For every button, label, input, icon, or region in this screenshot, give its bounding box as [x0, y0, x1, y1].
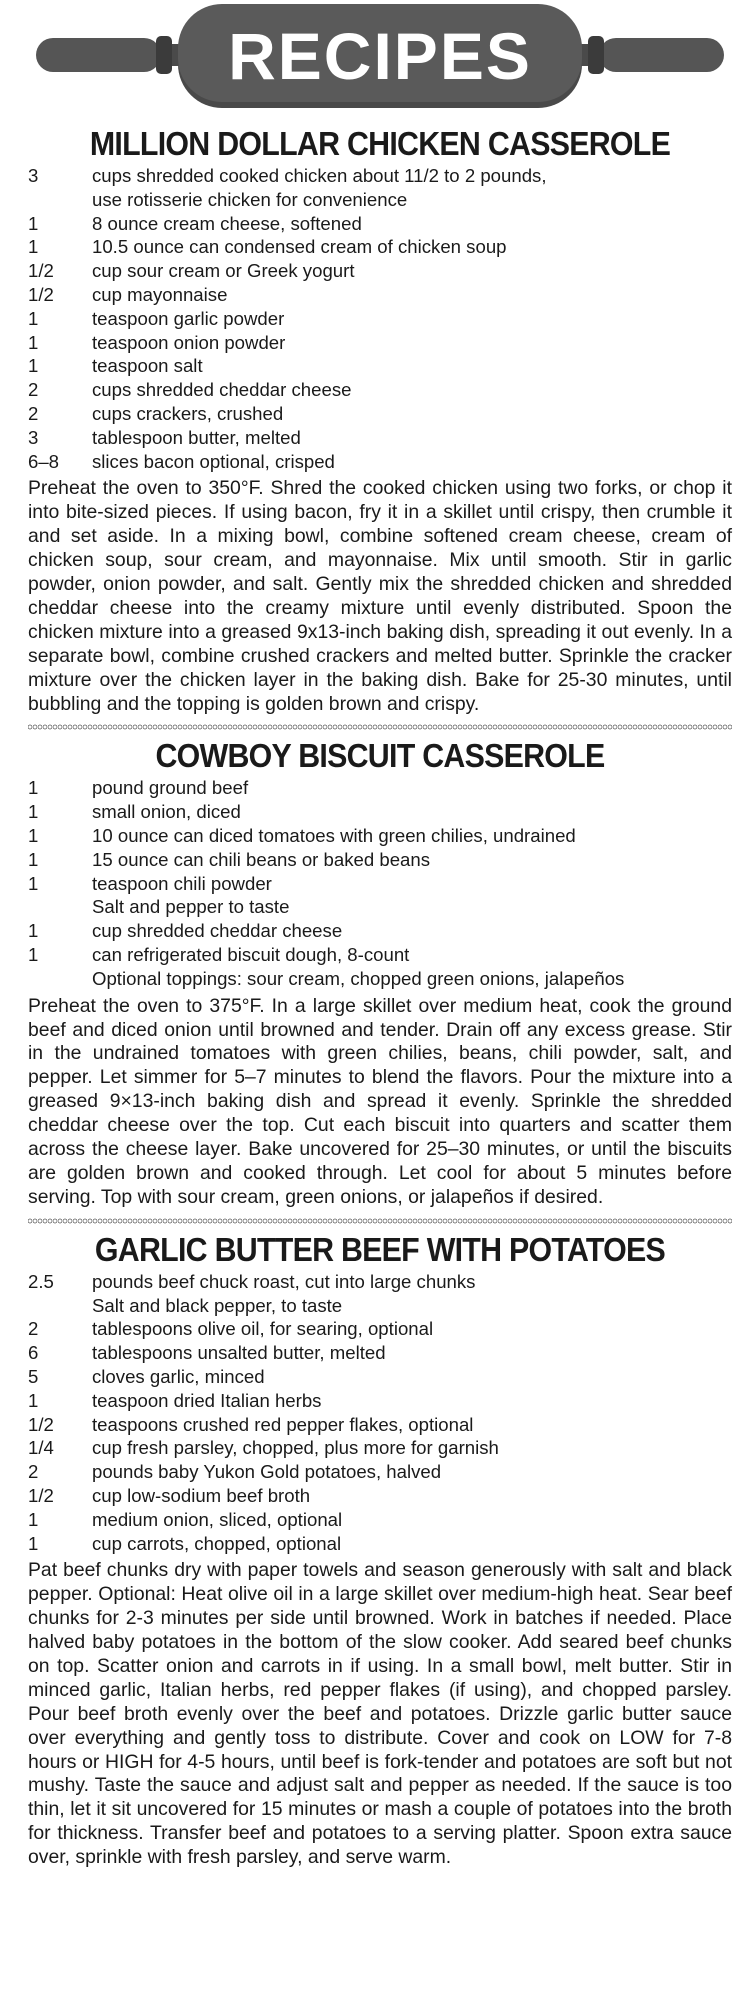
recipe-title: COWBOY BISCUIT CASSEROLE — [155, 737, 605, 775]
ingredient-qty: 1 — [28, 777, 39, 799]
recipe-instructions: Preheat the oven to 350°F. Shred the cooked chicken using two forks, or chop it into bite-sized pieces. If using bacon, fry it in a skillet until crispy, then crumble it and set aside. In a mixing bowl, combine softened cream cheese, cream of chicken soup, sour cream, and mayonnaise. Mix until smooth. Stir in garlic powder, onion powder, and salt. Gently mix the shredded chicken and shredded cheddar cheese into the creamy mixture until evenly distributed. Spoon the chicken mixture into a greased 9x13-inch baking dish, spreading it out evenly. In a separate bowl, combine crushed crackers and melted butter. Sprinkle the cracker mixture over the chicken layer in the baking dish. Bake for 25-30 minutes, until bubbling and the topping is golden brown and crispy. — [28, 477, 732, 715]
ingredient-text: cups crackers, crushed — [92, 402, 284, 424]
ingredient-row — [28, 1460, 732, 1484]
ingredient-row — [28, 872, 732, 896]
ingredient-text: pounds beef chuck roast, cut into large chunks — [92, 1270, 476, 1292]
ingredient-row — [28, 1270, 732, 1294]
ingredient-list — [28, 776, 732, 990]
ingredient-qty: 2 — [28, 402, 39, 424]
ingredient-row — [28, 235, 732, 259]
ingredient-text: cup low-sodium beef broth — [92, 1484, 311, 1506]
rolling-pin-left-cap — [156, 36, 172, 74]
ingredient-row — [28, 1341, 732, 1365]
recipe-title: GARLIC BUTTER BEEF WITH POTATOES — [94, 1230, 666, 1268]
rolling-pin-right-cap — [588, 36, 604, 74]
ingredient-text: teaspoon chili powder — [92, 872, 272, 894]
ingredient-qty: 1 — [28, 848, 39, 870]
recipe-title: MILLION DOLLAR CHICKEN CASSEROLE — [89, 125, 671, 162]
ingredient-row — [28, 307, 732, 331]
ingredient-qty: 1/2 — [28, 283, 54, 305]
recipes-banner — [28, 0, 732, 124]
ingredient-qty: 1 — [28, 212, 39, 234]
ingredient-text: cup mayonnaise — [92, 283, 228, 305]
ingredient-row — [28, 1508, 732, 1532]
ingredient-row — [28, 1413, 732, 1437]
ingredient-qty: 1/4 — [28, 1437, 54, 1459]
ingredient-text: 8 ounce cream cheese, softened — [92, 212, 362, 234]
ingredient-qty: 2 — [28, 379, 39, 401]
ingredient-text: can refrigerated biscuit dough, 8-count — [92, 944, 410, 965]
banner-title: RECIPES — [228, 19, 532, 93]
ingredient-qty: 1/2 — [28, 1484, 54, 1506]
ingredient-row — [28, 800, 732, 824]
ingredient-qty: 6–8 — [28, 450, 60, 472]
ingredient-text: cup carrots, chopped, optional — [92, 1532, 342, 1554]
ingredient-row — [28, 1484, 732, 1508]
ingredient-text: 10.5 ounce can condensed cream of chicken soup — [92, 236, 507, 258]
ingredient-qty: 1 — [28, 307, 39, 329]
ingredient-row — [28, 943, 732, 967]
ingredient-text: 10 ounce can diced tomatoes with green chilies, undrained — [92, 825, 576, 847]
ingredient-list — [28, 164, 732, 473]
ingredient-list — [28, 1270, 732, 1556]
ingredient-row — [28, 450, 732, 474]
ingredient-qty — [28, 895, 92, 919]
ingredient-qty: 1 — [28, 944, 39, 965]
ingredient-text: pounds baby Yukon Gold potatoes, halved — [92, 1461, 442, 1483]
ingredient-row — [28, 188, 732, 212]
ingredient-row — [28, 776, 732, 800]
ingredient-row — [28, 1294, 732, 1318]
ingredient-row — [28, 426, 732, 450]
ingredient-qty: 1 — [28, 1508, 39, 1530]
ingredient-qty — [28, 1294, 92, 1318]
ingredient-qty: 1 — [28, 355, 39, 377]
ingredient-text: small onion, diced — [92, 801, 241, 823]
ingredient-row — [28, 824, 732, 848]
recipe-1 — [28, 124, 732, 716]
ingredient-text: teaspoon onion powder — [92, 331, 286, 353]
ingredient-text: 15 ounce can chili beans or baked beans — [92, 848, 431, 870]
ingredient-row — [28, 402, 732, 426]
ingredient-qty: 1 — [28, 1389, 39, 1411]
ingredient-text: teaspoon salt — [92, 355, 203, 377]
ingredient-qty: 2 — [28, 1318, 39, 1340]
ingredient-qty: 1 — [28, 801, 39, 823]
ingredient-qty: 1 — [28, 331, 39, 353]
ingredient-text: cup shredded cheddar cheese — [92, 920, 343, 942]
ingredient-qty: 1/2 — [28, 260, 54, 282]
ingredient-qty: 5 — [28, 1365, 39, 1387]
ingredient-row — [28, 1389, 732, 1413]
rolling-pin-right-handle-icon — [599, 38, 724, 72]
ingredient-qty: 1 — [28, 1532, 39, 1554]
ingredient-qty: 2 — [28, 1461, 39, 1483]
ingredient-text: cups shredded cooked chicken about 11/2 to 2 pounds, — [92, 165, 547, 186]
ingredient-qty: 1 — [28, 825, 39, 847]
ingredient-text: teaspoons crushed red pepper flakes, optional — [92, 1413, 474, 1435]
ingredient-text: teaspoon garlic powder — [92, 307, 285, 329]
ingredient-qty: 3 — [28, 426, 39, 448]
ingredient-text: Salt and pepper to taste — [92, 896, 290, 918]
ingredient-text: tablespoon butter, melted — [92, 426, 301, 448]
ingredient-text: medium onion, sliced, optional — [92, 1508, 343, 1530]
ingredient-qty — [28, 967, 92, 991]
ingredient-qty: 1/2 — [28, 1413, 54, 1435]
ingredient-row — [28, 259, 732, 283]
ingredient-row — [28, 1532, 732, 1556]
ingredient-qty: 1 — [28, 920, 39, 942]
section-divider — [28, 1216, 732, 1226]
ingredient-row — [28, 967, 732, 991]
ingredient-qty: 2.5 — [28, 1270, 54, 1292]
ingredient-row — [28, 895, 732, 919]
ingredient-text: pound ground beef — [92, 777, 249, 799]
section-divider — [28, 722, 732, 732]
ingredient-qty: 6 — [28, 1342, 39, 1364]
ingredient-qty: 1 — [28, 236, 39, 258]
ingredient-qty: 1 — [28, 872, 39, 894]
ingredient-row — [28, 212, 732, 236]
ingredient-row — [28, 919, 732, 943]
ingredient-row — [28, 378, 732, 402]
ingredient-text: cup fresh parsley, chopped, plus more for garnish — [92, 1437, 499, 1459]
ingredient-row — [28, 1317, 732, 1341]
ingredient-text: use rotisserie chicken for convenience — [92, 188, 408, 210]
ingredient-text: tablespoons olive oil, for searing, optional — [92, 1318, 434, 1340]
ingredient-row — [28, 848, 732, 872]
recipe-3 — [28, 1230, 732, 1870]
ingredient-text: Optional toppings: sour cream, chopped green onions, jalapeños — [92, 967, 625, 989]
recipe-instructions: Preheat the oven to 375°F. In a large skillet over medium heat, cook the ground beef and diced onion until browned and tender. Drain off any excess grease. Stir in the undrained tomatoes with green chilies, beans, chili powder, salt, and pepper. Let simmer for 5–7 minutes to blend the flavors. Pour the mixture into a greased 9×13-inch baking dish and spread it evenly. Sprinkle the shredded cheddar cheese over the top. Cut each biscuit into quarters and scatter them across the cheese layer. Bake uncovered for 25–30 minutes, or until the biscuits are golden brown and cooked through. Let cool for about 5 minutes before serving. Top with sour cream, green onions, or jalapeños if desired. — [28, 994, 732, 1208]
ingredient-text: tablespoons unsalted butter, melted — [92, 1342, 386, 1364]
ingredient-text: teaspoon dried Italian herbs — [92, 1389, 322, 1411]
rolling-pin-left-handle-icon — [36, 38, 161, 72]
recipe-instructions: Pat beef chunks dry with paper towels and season generously with salt and black pepper. Optional: Heat olive oil in a large skillet over medium-high heat. Sear beef chunks for 2-3 minutes per side until browned. Work in batches if needed. Place halved baby potatoes in the bottom of the slow cooker. Add seared beef chunks on top. Scatter onion and carrots in if using. In a small bowl, melt butter. Stir in minced garlic, Italian herbs, red pepper flakes (if using), and chopped parsley. Pour beef broth evenly over the beef and potatoes. Drizzle garlic butter sauce over everything and gently toss to distribute. Cover and cook on LOW for 7-8 hours or HIGH for 4-5 hours, until beef is fork-tender and potatoes are soft but not mushy. Taste the sauce and adjust salt and pepper as needed. If the sauce is too thin, let it sit uncovered for 15 minutes or mash a couple of potatoes into the broth for thickness. Transfer beef and potatoes to a serving platter. Spoon extra sauce over, sprinkle with fresh parsley, and serve warm. — [28, 1559, 732, 1869]
ingredient-row — [28, 331, 732, 355]
ingredient-row — [28, 1365, 732, 1389]
ingredient-text: cup sour cream or Greek yogurt — [92, 260, 355, 282]
ingredient-text: cloves garlic, minced — [92, 1365, 265, 1387]
ingredient-row — [28, 283, 732, 307]
ingredient-text: cups shredded cheddar cheese — [92, 379, 352, 401]
ingredient-qty: 3 — [28, 165, 39, 186]
ingredient-text: Salt and black pepper, to taste — [92, 1294, 343, 1316]
ingredient-row — [28, 164, 732, 188]
ingredient-qty — [28, 188, 92, 212]
ingredient-text: slices bacon optional, crisped — [92, 450, 335, 472]
recipe-2 — [28, 736, 732, 1209]
ingredient-row — [28, 1436, 732, 1460]
ingredient-row — [28, 354, 732, 378]
